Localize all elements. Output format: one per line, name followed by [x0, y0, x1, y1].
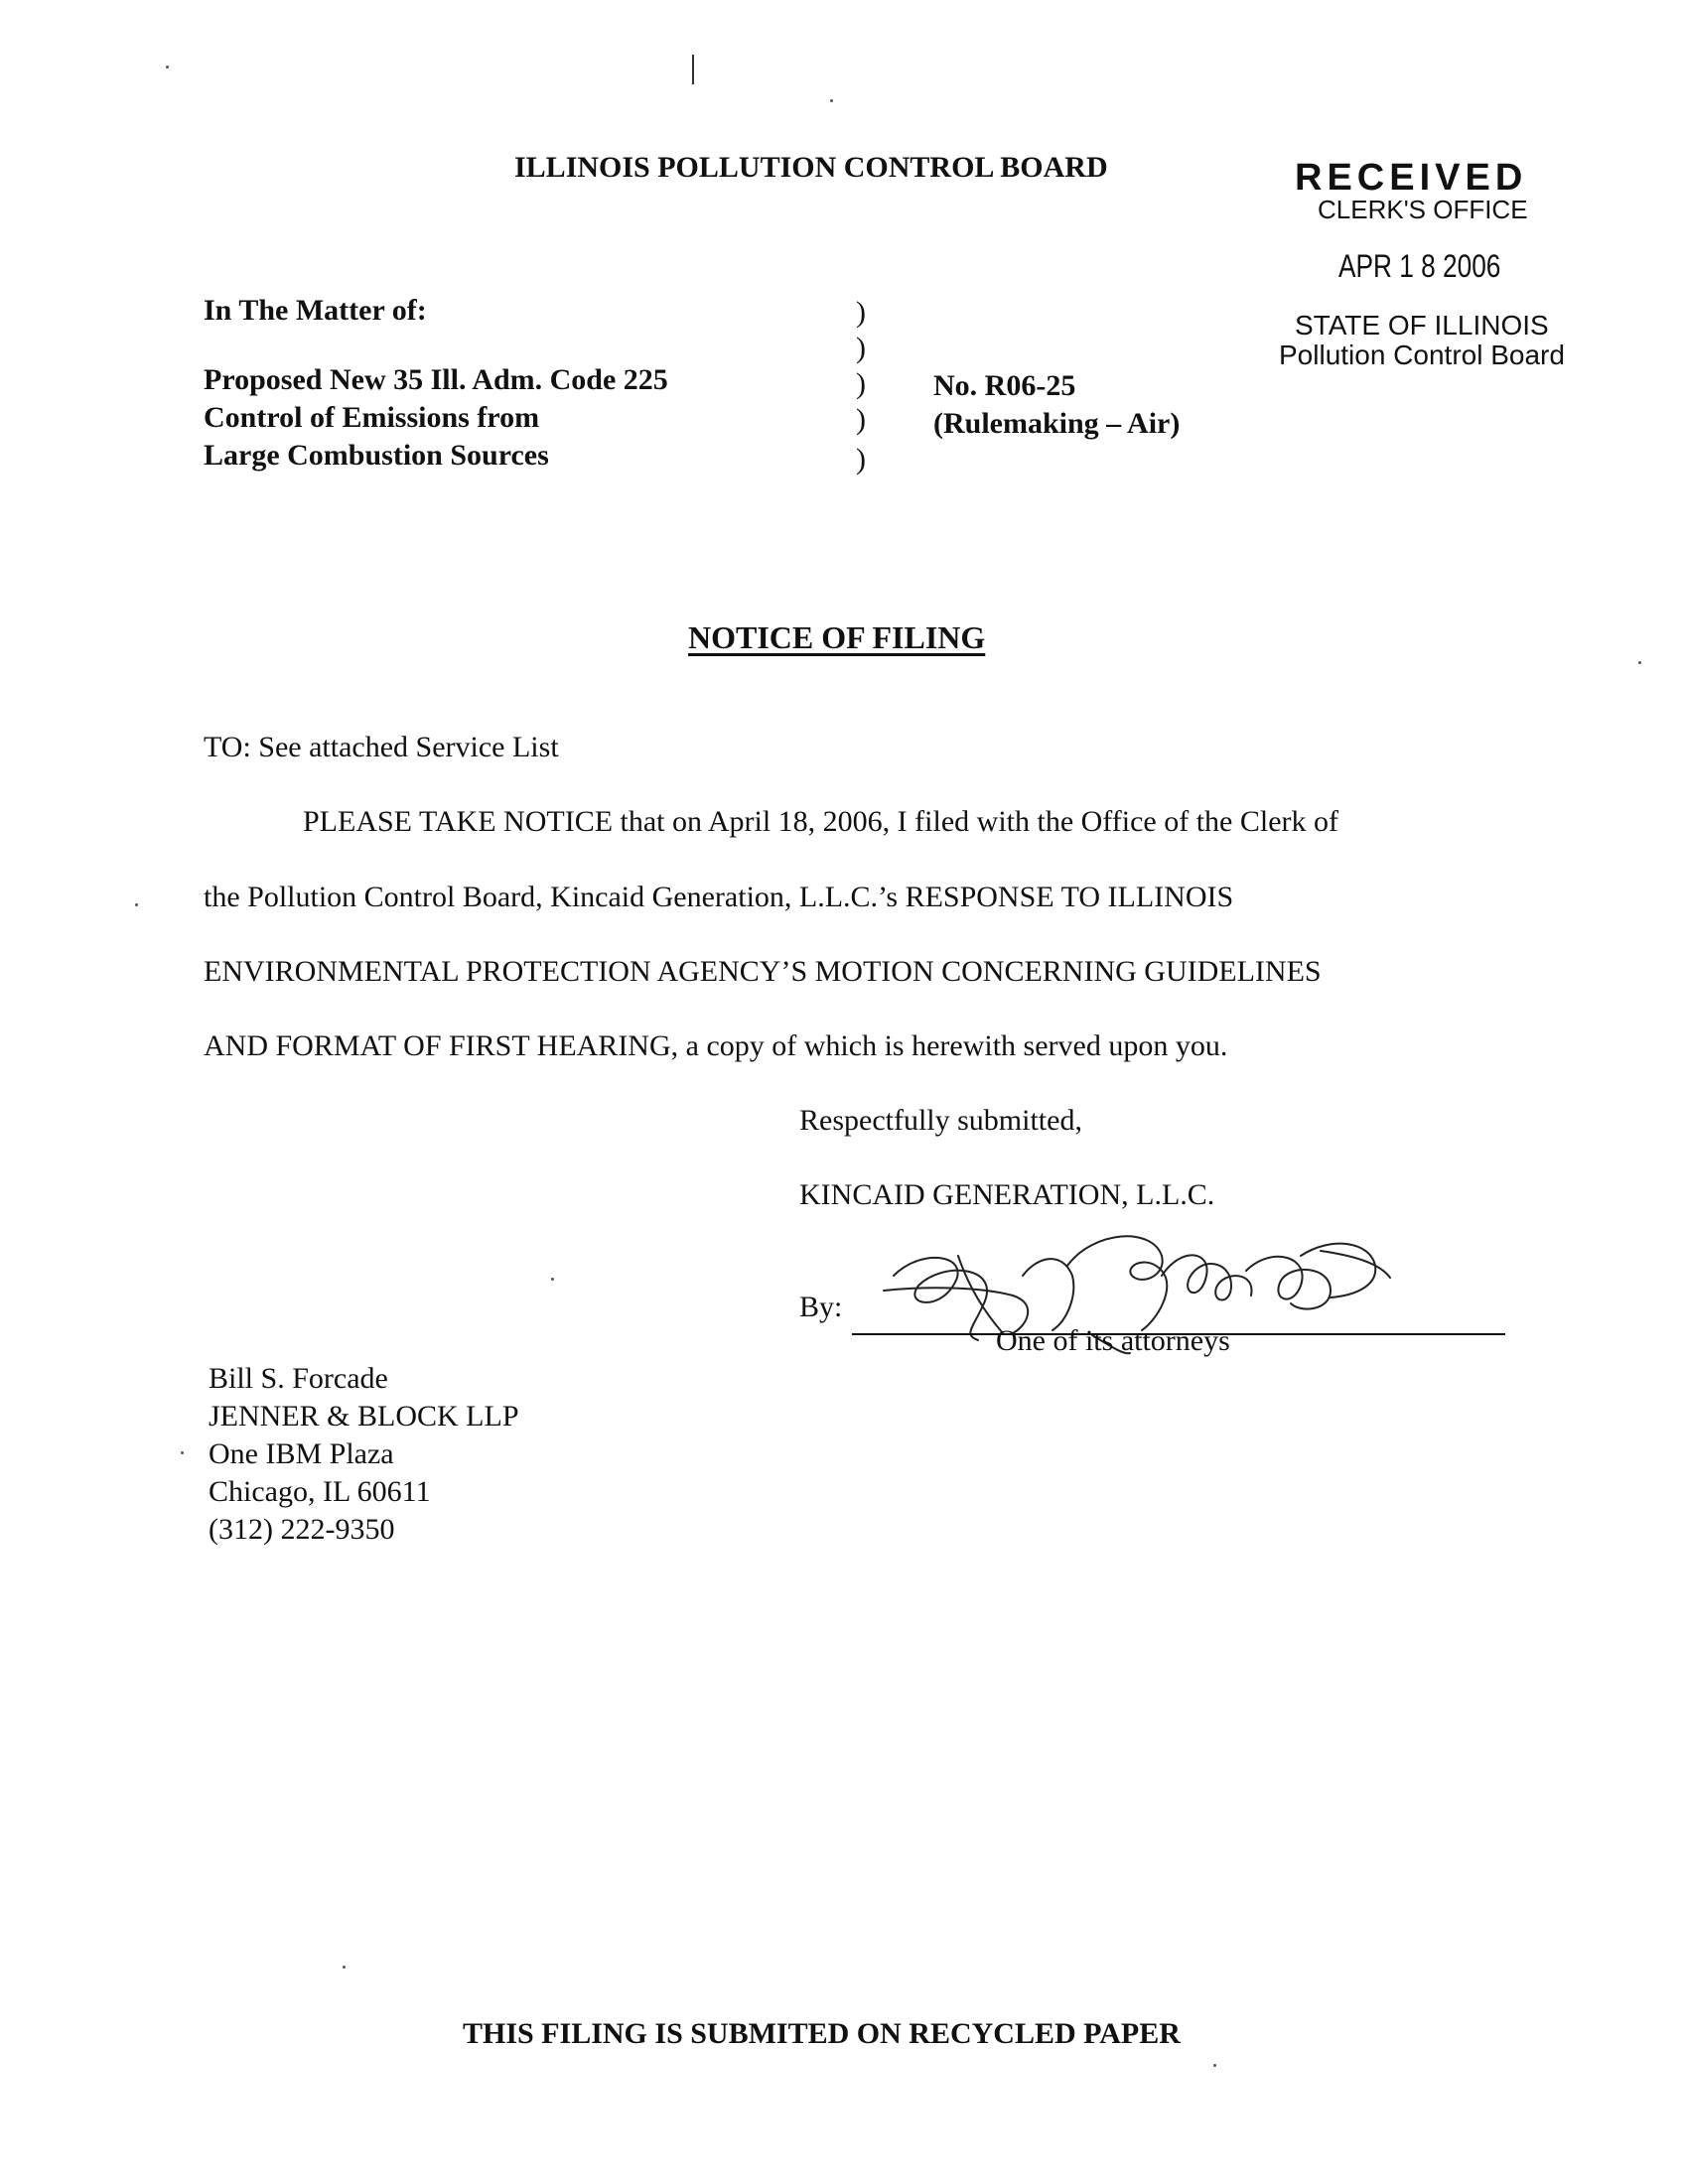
- case-type: (Rulemaking – Air): [933, 407, 1181, 440]
- company-name: KINCAID GENERATION, L.L.C.: [799, 1178, 1215, 1211]
- address-line: JENNER & BLOCK LLP: [209, 1400, 519, 1433]
- signer-role: One of its attorneys: [996, 1324, 1230, 1357]
- board-title: ILLINOIS POLLUTION CONTROL BOARD: [514, 151, 1108, 184]
- closing: Respectfully submitted,: [799, 1104, 1082, 1137]
- caption-paren: ): [856, 443, 866, 476]
- address-line: Chicago, IL 60611: [209, 1475, 431, 1508]
- address-line: One IBM Plaza: [209, 1437, 394, 1470]
- address-line: Bill S. Forcade: [209, 1362, 388, 1395]
- body-line: AND FORMAT OF FIRST HEARING, a copy of which is herewith served upon you.: [204, 1029, 1228, 1062]
- scan-speck: [181, 1451, 184, 1454]
- matter-label: In The Matter of:: [204, 294, 427, 327]
- footer-note: THIS FILING IS SUBMITED ON RECYCLED PAPER: [463, 2017, 1181, 2050]
- scan-speck: [135, 903, 138, 906]
- stamp-state: STATE OF ILLINOIS: [1295, 310, 1549, 341]
- caption-paren: ): [856, 367, 866, 400]
- scan-speck: [1213, 2064, 1216, 2067]
- address-line: (312) 222-9350: [209, 1513, 395, 1546]
- scan-speck: [343, 1966, 346, 1969]
- scan-mark: [692, 55, 694, 84]
- caption-paren: ): [856, 403, 866, 436]
- stamp-clerks-office: CLERK'S OFFICE: [1318, 195, 1528, 224]
- body-line: PLEASE TAKE NOTICE that on April 18, 2006, I filed with the Office of the Clerk of: [303, 805, 1338, 838]
- stamp-received: RECEIVED: [1295, 157, 1528, 199]
- body-line: the Pollution Control Board, Kincaid Generation, L.L.C.’s RESPONSE TO ILLINOIS: [204, 881, 1234, 913]
- case-number: No. R06-25: [933, 369, 1076, 402]
- caption-paren: ): [856, 332, 866, 364]
- caption-line: Large Combustion Sources: [204, 439, 549, 472]
- body-line: ENVIRONMENTAL PROTECTION AGENCY’S MOTION CONCERNING GUIDELINES: [204, 955, 1322, 988]
- by-label: By:: [799, 1291, 843, 1323]
- caption-line: Control of Emissions from: [204, 401, 540, 434]
- scan-speck: [1638, 661, 1641, 664]
- caption-paren: ): [856, 296, 866, 329]
- caption-line: Proposed New 35 Ill. Adm. Code 225: [204, 363, 668, 396]
- scan-speck: [551, 1278, 554, 1281]
- stamp-board: Pollution Control Board: [1279, 340, 1565, 370]
- stamp-date: APR 1 8 2006: [1338, 248, 1501, 284]
- notice-title: NOTICE OF FILING: [688, 619, 986, 655]
- to-line: TO: See attached Service List: [204, 731, 559, 763]
- scan-speck: [830, 99, 833, 102]
- scan-speck: [166, 66, 169, 68]
